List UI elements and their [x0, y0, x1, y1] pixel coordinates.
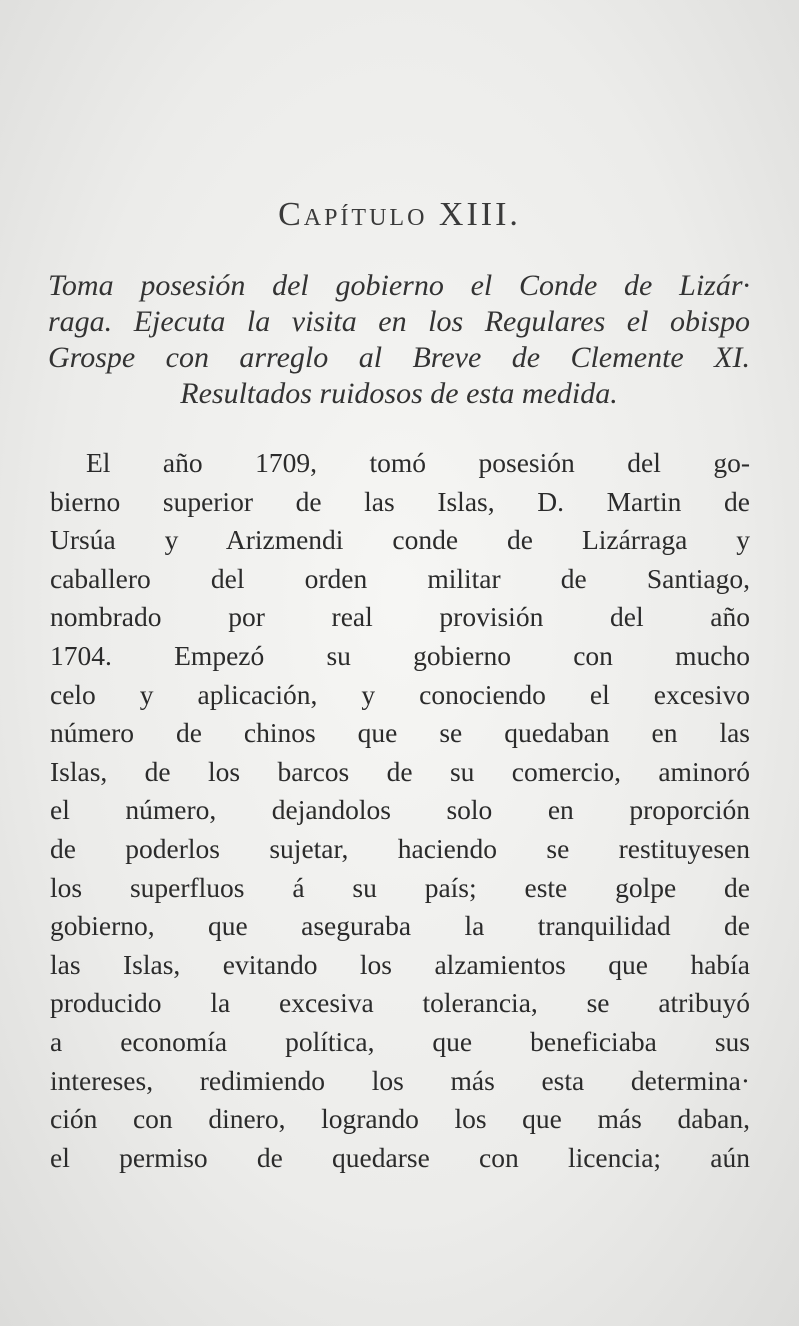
body-line: los superfluos á su país; este golpe de	[50, 871, 750, 903]
body-line: de poderlos sujetar, haciendo se restituyesen	[50, 832, 750, 864]
body-line: Islas, de los barcos de su comercio, aminoró	[50, 755, 750, 787]
body-line: El año 1709, tomó posesión del go-	[86, 447, 750, 478]
body-line: número de chinos que se quedaban en las	[50, 717, 750, 749]
body-line: a economía política, que beneficiaba sus	[50, 1025, 750, 1057]
body-line: Ursúa y Arizmendi conde de Lizárraga y	[50, 524, 750, 556]
body-line: producido la excesiva tolerancia, se atribuyó	[50, 987, 750, 1019]
body-line: ción con dinero, logrando los que más daban,	[50, 1103, 750, 1135]
body-text	[50, 444, 750, 1177]
summary-line: raga. Ejecuta la visita en los Regulares el obispo	[48, 305, 750, 338]
body-line: caballero del orden militar de Santiago,	[50, 562, 750, 594]
body-line: gobierno, que aseguraba la tranquilidad de	[50, 910, 750, 942]
body-line: el número, dejandolos solo en proporción	[50, 794, 750, 826]
summary-line: Resultados ruidosos de esta medida.	[180, 377, 618, 410]
summary-line: Toma posesión del gobierno el Conde de Lizár·	[48, 269, 750, 302]
body-line: nombrado por real provisión del año	[50, 601, 750, 633]
body-line: el permiso de quedarse con licencia; aún	[50, 1141, 750, 1173]
body-line: 1704. Empezó su gobierno con mucho	[50, 639, 750, 671]
chapter-summary	[48, 268, 750, 412]
body-line: celo y aplicación, y conociendo el excesivo	[50, 678, 750, 710]
body-line: las Islas, evitando los alzamientos que había	[50, 948, 750, 980]
body-line: intereses, redimiendo los más esta determina·	[50, 1064, 750, 1096]
body-line: bierno superior de las Islas, D. Martin de	[50, 485, 750, 517]
summary-line: Grospe con arreglo al Breve de Clemente XI.	[48, 341, 750, 374]
chapter-heading: Capítulo XIII.	[278, 196, 521, 233]
